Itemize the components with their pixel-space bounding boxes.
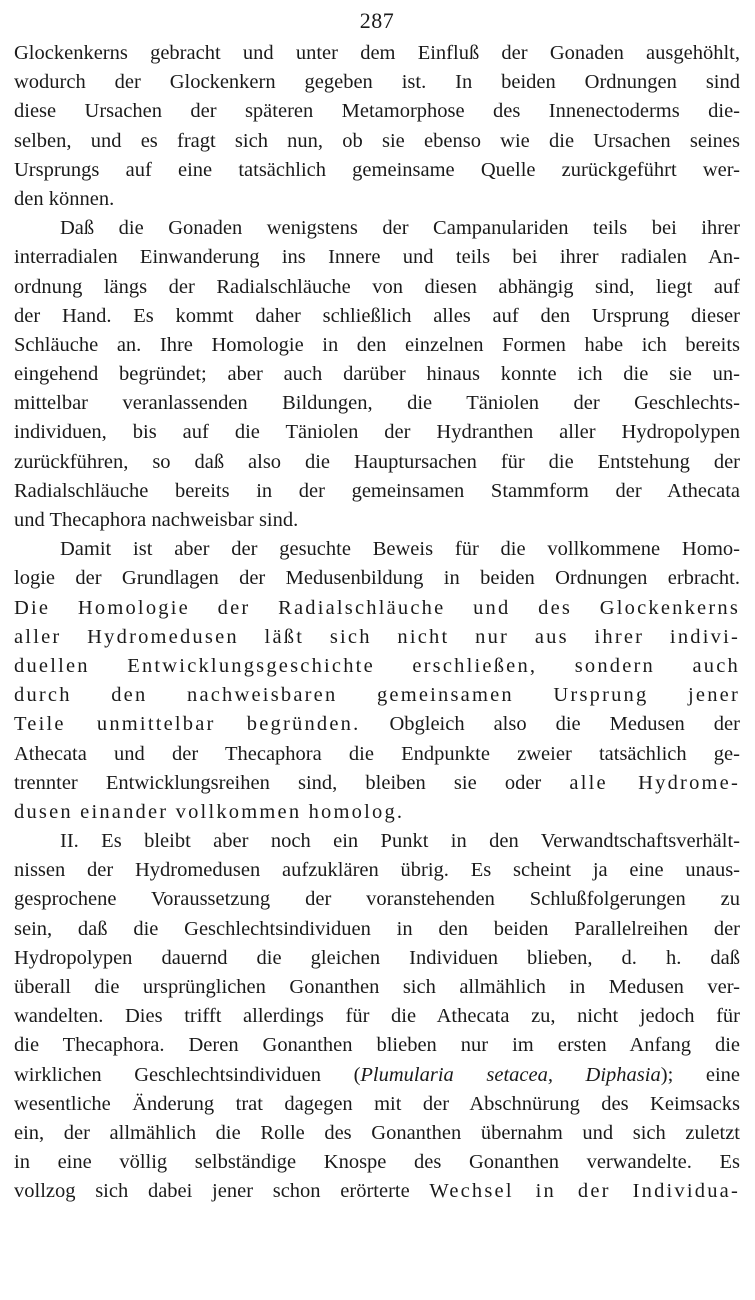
text-line: in eine völlig selbständige Knospe des Gonanthen verwandelte. Es (14, 1151, 740, 1174)
body-text (14, 39, 740, 1207)
text-line (14, 769, 740, 798)
text-line: und Thecaphora nachweisbar sind. (14, 509, 299, 531)
text-line: wesentliche Änderung trat dagegen mit der Abschnürung des Keimsacks (14, 1092, 740, 1115)
text-line: durch den nachweisbaren gemeinsamen Ursprung jener (14, 684, 740, 707)
text-line: mittelbar veranlassenden Bildungen, die Täniolen der Geschlechts- (14, 392, 740, 415)
text-line: gesprochene Voraussetzung der voranstehenden Schlußfolgerungen zu (14, 888, 740, 911)
page-number: 287 (359, 8, 395, 33)
text-segment: ); eine (660, 1063, 740, 1086)
text-line: aller Hydromedusen läßt sich nicht nur aus ihrer indivi- (14, 625, 740, 648)
text-line: den können. (14, 187, 115, 210)
spaced-emphasis: alle Hydrome- (569, 771, 740, 794)
text-line: sein, daß die Geschlechtsindividuen in den beiden Parallelreihen der (14, 917, 740, 940)
text-line: ordnung längs der Radialschläuche von diesen abhängig sind, liegt auf (14, 275, 740, 298)
spaced-emphasis: Teile unmittelbar begründen. (14, 713, 361, 736)
text-line: ein, der allmählich die Rolle des Gonanthen übernahm und sich zuletzt (14, 1121, 740, 1144)
text-line: Die Homologie der Radialschläuche und des Glockenkerns (14, 596, 740, 619)
text-line: der Hand. Es kommt daher schließlich alles auf den Ursprung dieser (14, 304, 740, 327)
text-line: selben, und es fragt sich nun, ob sie ebenso wie die Ursachen seines (14, 129, 740, 152)
text-segment: wirklichen Geschlechtsindividuen ( (14, 1063, 361, 1086)
text-line: wandelten. Dies trifft allerdings für die Athecata zu, nicht jedoch für (14, 1005, 740, 1028)
text-line: Athecata und der Thecaphora die Endpunkte zweier tatsächlich ge- (14, 742, 740, 765)
text-line: logie der Grundlagen der Medusenbildung in beiden Ordnungen erbracht. (14, 567, 740, 590)
text-line: diese Ursachen der späteren Metamorphose des Innenectoderms die- (14, 100, 740, 123)
text-line: Radialschläuche bereits in der gemeinsamen Stammform der Athecata (14, 479, 740, 502)
text-line (14, 1177, 740, 1206)
text-line: dusen einander vollkommen homolog. (14, 800, 405, 823)
text-line: II. Es bleibt aber noch ein Punkt in den Verwandtschaftsverhält- (60, 830, 740, 853)
spaced-emphasis: Wechsel in der Individua- (429, 1180, 740, 1203)
text-line: Ursprungs auf eine tatsächlich gemeinsame Quelle zurückgeführt wer- (14, 158, 740, 181)
text-line: überall die ursprünglichen Gonanthen sich allmählich in Medusen ver- (14, 976, 740, 998)
text-line: Hydropolypen dauernd die gleichen Individuen blieben, d. h. daß (14, 946, 740, 969)
text-segment: Obgleich also die Medusen der (360, 713, 740, 736)
text-line: interradialen Einwanderung ins Innere und teils bei ihrer radialen An- (14, 246, 740, 269)
text-line: wodurch der Glockenkern gegeben ist. In beiden Ordnungen sind (14, 71, 740, 94)
text-line: Damit ist aber der gesuchte Beweis für die vollkommene Homo- (60, 538, 740, 561)
text-line: duellen Entwicklungsgeschichte erschließen, sondern auch (14, 654, 740, 677)
document-page (14, 6, 740, 1207)
text-segment: trennter Entwicklungsreihen sind, bleiben sie oder (14, 771, 570, 794)
text-line: individuen, bis auf die Täniolen der Hydranthen aller Hydropolypen (14, 421, 740, 444)
text-segment: vollzog sich dabei jener schon erörterte (14, 1180, 430, 1203)
text-line: Glockenkerns gebracht und unter dem Einfluß der Gonaden ausgehöhlt, (14, 42, 740, 64)
text-line: Schläuche an. Ihre Homologie in den einzelnen Formen habe ich bereits (14, 333, 740, 356)
text-line: die Thecaphora. Deren Gonanthen blieben nur im ersten Anfang die (14, 1034, 740, 1057)
text-line: Daß die Gonaden wenigstens der Campanulariden teils bei ihrer (60, 217, 740, 240)
text-line: zurückführen, so daß also die Hauptursachen für die Entstehung der (14, 450, 740, 473)
text-line (14, 710, 740, 739)
text-line: eingehend begründet; aber auch darüber hinaus konnte ich die sie un- (14, 363, 740, 386)
text-line: nissen der Hydromedusen aufzuklären übrig. Es scheint ja eine unaus- (14, 859, 740, 882)
text-line (14, 1061, 740, 1090)
italic-text: Plumularia setacea, Diphasia (360, 1063, 661, 1086)
